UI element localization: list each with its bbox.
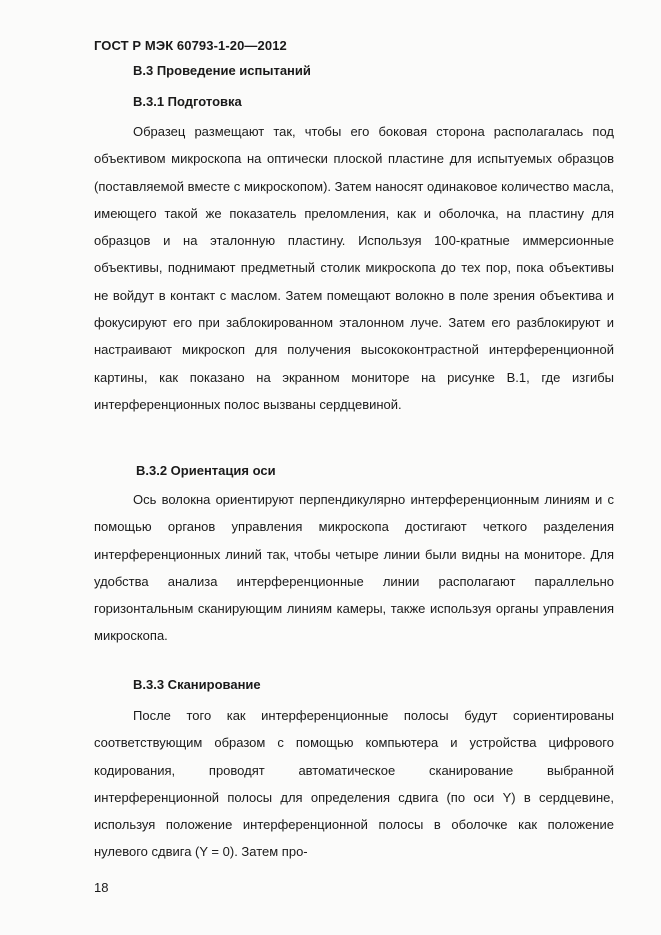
page-number: 18 — [94, 880, 109, 895]
paragraph-b33: После того как интерференционные полосы будут сориентированы соответствующим образом с помощью компьютера и устройства цифрового кодирования, проводят автоматическое сканирование выбранной интерференционной полосы для определения сдвига (по оси Y) в сердцевине, используя положение интерференционной полосы в оболочке как положение нулевого сдвига (Y = 0). Затем про- — [94, 708, 614, 860]
section-heading-b33: B.3.3 Сканирование — [133, 677, 261, 692]
document-header: ГОСТ Р МЭК 60793-1-20—2012 — [94, 38, 287, 53]
section-heading-b31: B.3.1 Подготовка — [133, 94, 242, 109]
paragraph-b31: Образец размещают так, чтобы его боковая сторона располагалась под объективом микроскопа на оптически плоской пластине для испытуемых образцов (поставляемой вместе с микроскопом). Затем наносят одинаковое количество масла, имеющего такой же показатель преломления, как и оболочка, на пластину для образцов и на эталонную пластину. Используя 100-кратные иммерсионные объективы, поднимают предметный столик микроскопа до тех пор, пока объективы не войдут в контакт с маслом. Затем помещают волокно в поле зрения объектива и фокусируют его при заблокированном эталонном луче. Затем его разблокируют и настраивают микроскоп для получения высококонтрастной интерференционной картины, как показано на экранном мониторе на рисунке B.1, где изгибы интерференционных полос вызваны сердцевиной. — [94, 124, 614, 412]
paragraph-b32: Ось волокна ориентируют перпендикулярно интерференционным линиям и с помощью органов управления микроскопа достигают четкого разделения интерференционных линий так, чтобы четыре линии были видны на мониторе. Для удобства анализа интерференционные линии располагают параллельно горизонтальным сканирующим линиям камеры, также используя органы управления микроскопа. — [94, 492, 614, 644]
section-heading-b32: B.3.2 Ориентация оси — [136, 463, 276, 478]
section-heading-b3: B.3 Проведение испытаний — [133, 63, 311, 78]
